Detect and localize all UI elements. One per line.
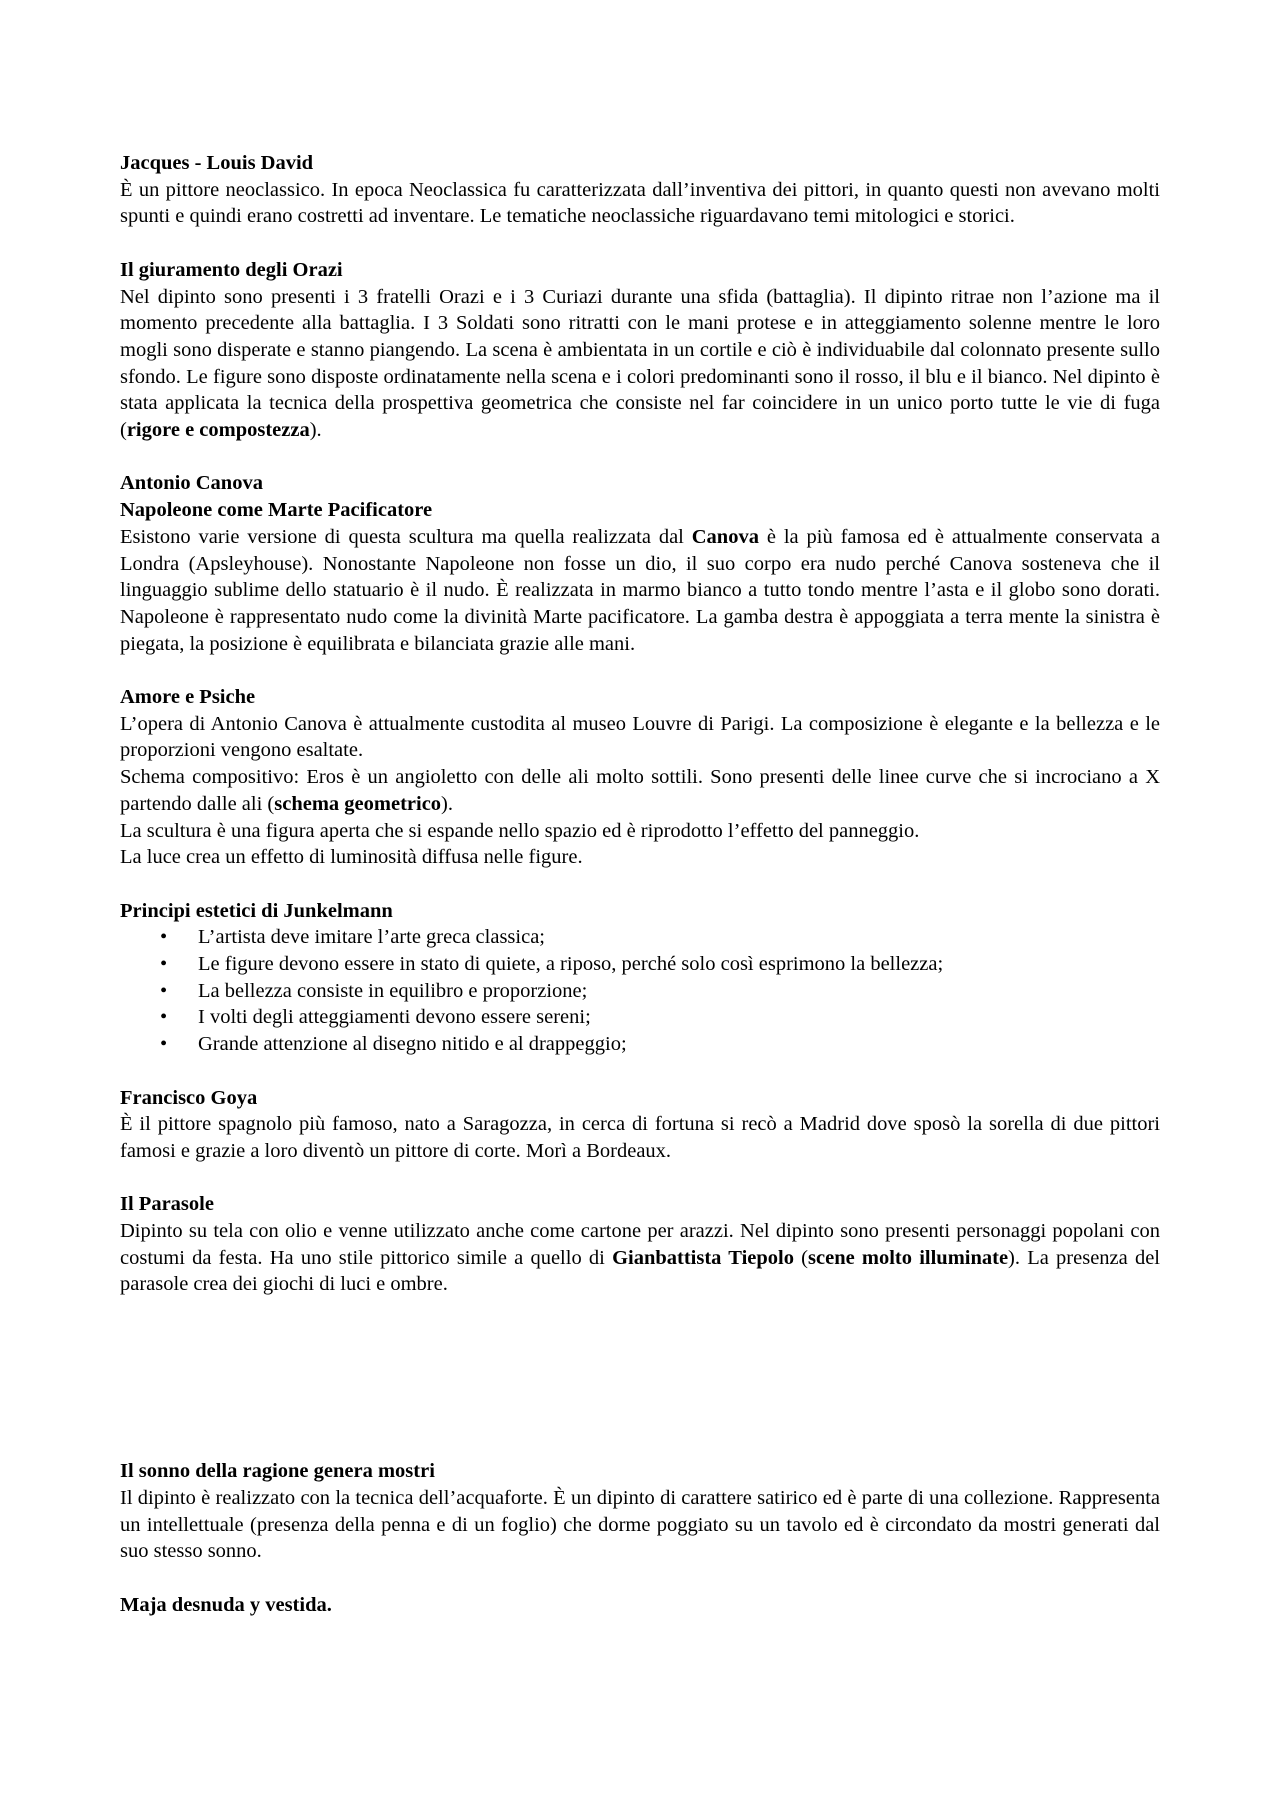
spacer xyxy=(120,444,1160,471)
paragraph-amore-line-3: La scultura è una figura aperta che si espande nello spazio ed è riprodotto l’effetto del panneggio. xyxy=(120,819,920,842)
spacer xyxy=(120,871,1160,898)
paragraph-napoleone-bold: Canova xyxy=(691,525,759,548)
heading-orazi: Il giuramento degli Orazi xyxy=(120,258,343,281)
paragraph-orazi-text: Nel dipinto sono presenti i 3 fratelli Orazi e i 3 Curiazi durante una sfida (battaglia). Il dipinto ritrae non l’azione ma il momento precedente alla battaglia. I 3 Soldati sono ritratti con le mani protese e in atteggiamento solenne mentre le loro mogli sono disperate e stanno piangendo. La scena è ambientata in un cortile e ciò è individuabile dal colonnato presente sullo sfondo. Le figure sono disposte ordinatamente nella scena e i colori predominanti sono il rosso, il blu e il bianco. Nel dipinto è stata applicata la tecnica della prospettiva geometrica che consiste nel far coincidere in un unico porto tutte le vie di fuga ( xyxy=(120,285,1160,442)
paragraph-orazi-tail: ). xyxy=(309,419,322,442)
list-item xyxy=(120,951,1160,978)
bullet-icon: • xyxy=(160,926,168,949)
list-item xyxy=(120,924,1160,951)
paragraph-napoleone-text-b: è la più famosa ed è attualmente conservata a Londra (Apsleyhouse). Nonostante Napoleone non fosse un dio, il suo corpo era nudo perché Canova sosteneva che il linguaggio sublime dello statuario è il nudo. È realizzata in marmo bianco a tutto tondo mentre l’asta e il globo sono dorati. Napoleone è rappresentato nudo come la divinità Marte pacificatore. La gamba destra è appoggiata a terra mente la sinistra è piegata, la posizione è equilibrata e bilanciata grazie alle mani. xyxy=(120,525,1160,655)
list-item-text: La bellezza consiste in equilibro e proporzione; xyxy=(198,979,588,1002)
spacer xyxy=(120,1565,1160,1592)
document-page xyxy=(120,150,1160,1618)
list-item xyxy=(120,978,1160,1005)
list-item-text: Grande attenzione al disegno nitido e al drappeggio; xyxy=(198,1033,627,1056)
paragraph-parasole-bold-a: Gianbattista Tiepolo xyxy=(612,1246,794,1269)
paragraph-goya: È il pittore spagnolo più famoso, nato a Saragozza, in cerca di fortuna si recò a Madrid dove sposò la sorella di due pittori famosi e grazie a loro diventò un pittore di corte. Morì a Bordeaux. xyxy=(120,1113,1160,1162)
paragraph-napoleone xyxy=(120,524,1160,658)
paragraph-sonno: Il dipinto è realizzato con la tecnica dell’acquaforte. È un dipinto di carattere satirico ed è parte di una collezione. Rappresenta un intellettuale (presenza della penna e di un foglio) che dorme poggiato su un tavolo ed è circondato da mostri generati dal suo stesso sonno. xyxy=(120,1486,1160,1563)
subheading-napoleone: Napoleone come Marte Pacificatore xyxy=(120,499,433,522)
bullet-list-junkelmann xyxy=(120,924,1160,1058)
paragraph-amore-schema xyxy=(120,764,1160,817)
paragraph-parasole-text-c: ). La presenza del parasole crea dei giochi di luci e ombre. xyxy=(120,1246,1160,1296)
heading-maja: Maja desnuda y vestida. xyxy=(120,1593,332,1616)
paragraph-amore-intro: L’opera di Antonio Canova è attualmente custodita al museo Louvre di Parigi. La composizione è elegante e la bellezza e le proporzioni vengono esaltate. xyxy=(120,712,1160,762)
bullet-icon: • xyxy=(160,1033,168,1056)
bullet-icon: • xyxy=(160,979,168,1002)
list-item-text: Le figure devono essere in stato di quiete, a riposo, perché solo così esprimono la bellezza; xyxy=(198,953,944,976)
paragraph-orazi xyxy=(120,284,1160,444)
heading-goya: Francisco Goya xyxy=(120,1086,258,1109)
spacer xyxy=(120,230,1160,257)
spacer xyxy=(120,1298,1160,1458)
paragraph-parasole-text-b: ( xyxy=(793,1246,809,1269)
spacer xyxy=(120,1058,1160,1085)
paragraph-amore-schema-bold: schema geometrico xyxy=(274,792,442,815)
heading-parasole: Il Parasole xyxy=(120,1193,214,1216)
spacer xyxy=(120,657,1160,684)
paragraph-parasole xyxy=(120,1218,1160,1298)
spacer xyxy=(120,1165,1160,1192)
paragraph-parasole-bold-b: scene molto illuminate xyxy=(808,1246,1009,1269)
bullet-icon: • xyxy=(160,1006,168,1029)
heading-david: Jacques - Louis David xyxy=(120,152,314,174)
paragraph-amore-line-4: La luce crea un effetto di luminosità diffusa nelle figure. xyxy=(120,846,583,869)
list-item xyxy=(120,1004,1160,1031)
paragraph-amore-schema-tail: ). xyxy=(441,792,453,815)
bullet-icon: • xyxy=(160,953,168,976)
list-item-text: L’artista deve imitare l’arte greca classica; xyxy=(198,926,545,949)
heading-canova: Antonio Canova xyxy=(120,472,263,495)
list-item-text: I volti degli atteggiamenti devono essere sereni; xyxy=(198,1006,591,1029)
paragraph-parasole-text-a: Dipinto su tela con olio e venne utilizzato anche come cartone per arazzi. Nel dipinto sono presenti personaggi popolani con costumi da festa. Ha uno stile pittorico simile a quello di xyxy=(120,1220,1160,1269)
paragraph-napoleone-text-a: Esistono varie versione di questa scultura ma quella realizzata dal xyxy=(120,525,692,548)
paragraph-david: È un pittore neoclassico. In epoca Neoclassica fu caratterizzata dall’inventiva dei pittori, in quanto questi non avevano molti spunti e quindi erano costretti ad inventare. Le tematiche neoclassiche riguardavano temi mitologici e storici. xyxy=(120,178,1160,228)
heading-junkelmann: Principi estetici di Junkelmann xyxy=(120,899,393,922)
paragraph-amore-schema-text: Schema compositivo: Eros è un angioletto con delle ali molto sottili. Sono presenti delle linee curve che si incrociano a X partendo dalle ali ( xyxy=(120,766,1160,815)
list-item xyxy=(120,1031,1160,1058)
paragraph-orazi-bold: rigore e compostezza xyxy=(126,419,310,442)
heading-sonno: Il sonno della ragione genera mostri xyxy=(120,1460,435,1483)
heading-amore-psiche: Amore e Psiche xyxy=(120,686,256,709)
